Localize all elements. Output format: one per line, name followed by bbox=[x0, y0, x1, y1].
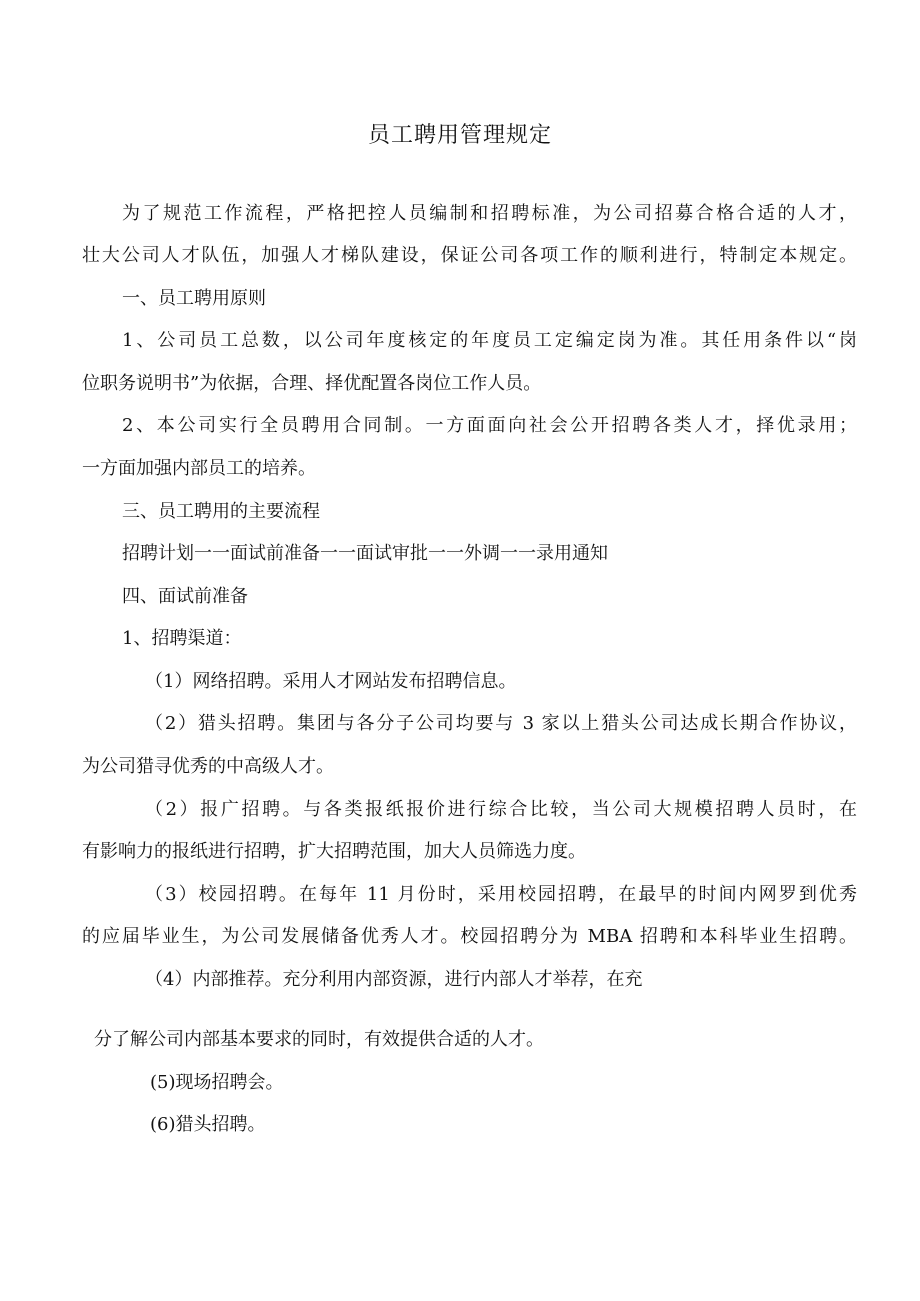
list-item: （2）报广招聘。与各类报纸报价进行综合比较，当公司大规模招聘人员时，在 bbox=[145, 799, 857, 820]
paragraph-line: 一方面加强内部员工的培养。 bbox=[82, 458, 316, 479]
list-item: (6)猎头招聘。 bbox=[150, 1114, 266, 1135]
list-item: （1）网络招聘。采用人才网站发布招聘信息。 bbox=[145, 671, 517, 692]
list-item: （3）校园招聘。在每年 11 月份时，采用校园招聘，在最早的时间内网罗到优秀 bbox=[145, 884, 857, 905]
paragraph-line: 位职务说明书”为依据，合理、择优配置各岗位工作人员。 bbox=[82, 373, 542, 394]
paragraph-line: 2、本公司实行全员聘用合同制。一方面面向社会公开招聘各类人才，择优录用； bbox=[122, 415, 857, 436]
subsection-heading: 1、招聘渠道： bbox=[122, 628, 242, 649]
section-heading: 四、面试前准备 bbox=[122, 586, 248, 607]
paragraph-line: 壮大公司人才队伍，加强人才梯队建设，保证公司各项工作的顺利进行，特制定本规定。 bbox=[82, 245, 857, 266]
paragraph-line: 1、公司员工总数，以公司年度核定的年度员工定编定岗为准。其任用条件以“岗 bbox=[122, 330, 857, 351]
section-heading: 三、员工聘用的主要流程 bbox=[122, 501, 320, 522]
section-heading: 一、员工聘用原则 bbox=[122, 288, 266, 309]
paragraph-line: 的应届毕业生，为公司发展储备优秀人才。校园招聘分为 MBA 招聘和本科毕业生招聘。 bbox=[82, 926, 857, 947]
list-item: （2）猎头招聘。集团与各分子公司均要与 3 家以上猎头公司达成长期合作协议， bbox=[145, 713, 857, 734]
document-title: 员工聘用管理规定 bbox=[367, 123, 552, 148]
paragraph-line: 有影响力的报纸进行招聘，扩大招聘范围，加大人员筛选力度。 bbox=[82, 841, 586, 862]
paragraph-line: 为公司猎寻优秀的中高级人才。 bbox=[82, 756, 334, 777]
paragraph-line: 分了解公司内部基本要求的同时，有效提供合适的人才。 bbox=[94, 1029, 544, 1050]
process-flow: 招聘计划一一面试前准备一一面试审批一一外调一一录用通知 bbox=[122, 543, 608, 564]
list-item: (5)现场招聘会。 bbox=[150, 1072, 284, 1093]
list-item: （4）内部推荐。充分利用内部资源，进行内部人才举荐，在充 bbox=[145, 969, 643, 990]
paragraph-line: 为了规范工作流程，严格把控人员编制和招聘标准，为公司招募合格合适的人才， bbox=[122, 203, 857, 224]
